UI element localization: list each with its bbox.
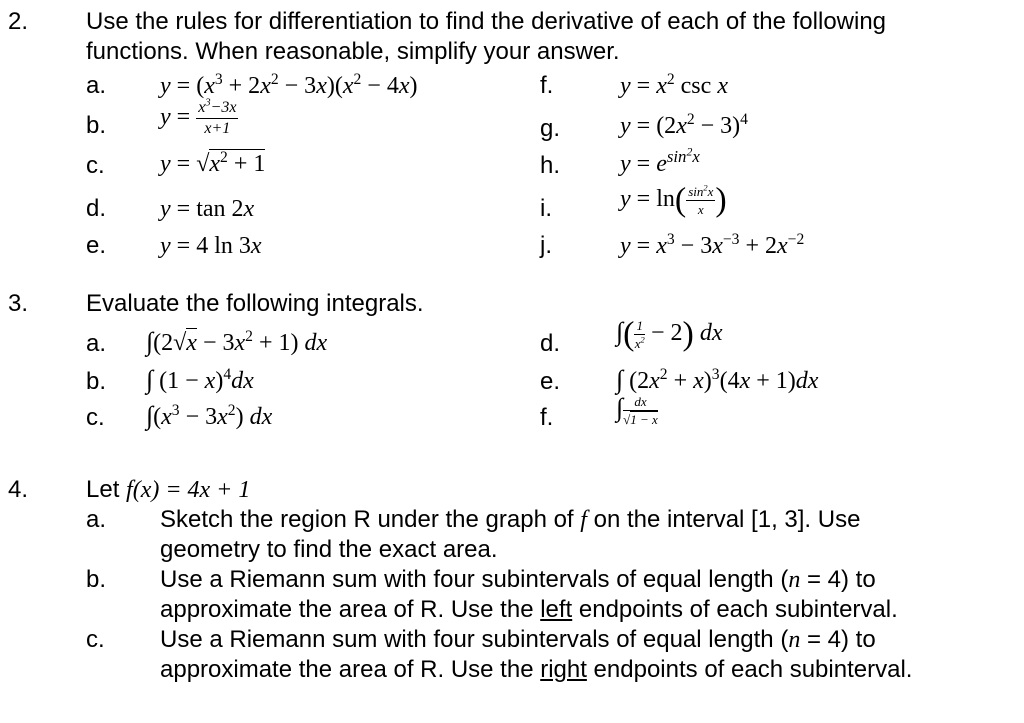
q3-label-e: e. bbox=[540, 368, 561, 395]
q4-label-b: b. bbox=[86, 566, 107, 593]
q3-label-a: a. bbox=[86, 330, 107, 357]
q4-label-a: a. bbox=[86, 506, 107, 533]
q3-item-c: $\int(x^3 - 3x^2)$ dx bbox=[146, 401, 273, 430]
q3-label-c: c. bbox=[86, 404, 105, 431]
q4-function: f(x) = 4x + 1 bbox=[126, 477, 251, 503]
q2-label-a: a. bbox=[86, 72, 107, 99]
q4-label-c: c. bbox=[86, 626, 105, 653]
q3-item-d: ∫( $\frac{1}{x^2}$ − 2) dx bbox=[616, 315, 723, 353]
q2-label-e: e. bbox=[86, 232, 107, 259]
q3-item-e: ∫ $(2x^2 + x)^3(4x + 1)dx$ bbox=[616, 365, 819, 394]
q2-item-d: y = tan 2x bbox=[160, 196, 255, 222]
q3-label-d: d. bbox=[540, 330, 561, 357]
q2-label-d: d. bbox=[86, 195, 107, 222]
q2-label-i: i. bbox=[540, 195, 552, 222]
q3-label-f: f. bbox=[540, 404, 554, 431]
q2-item-b: y = $\frac{x^3-3x}{x+1}$ bbox=[160, 97, 237, 137]
q4-a-line2: geometry to find the exact area. bbox=[160, 536, 498, 563]
q4-number: 4. bbox=[8, 476, 29, 503]
q2-item-g: $y = (2x^2 - 3)^4$ bbox=[620, 111, 748, 139]
q2-item-c: $y = √x^2 + 1$ bbox=[160, 149, 266, 177]
q4-prompt: Let f(x) = 4x + 1 bbox=[86, 476, 251, 503]
q3-number: 3. bbox=[8, 290, 29, 317]
q3-label-b: b. bbox=[86, 368, 107, 395]
q4-a-line1: Sketch the region R under the graph of f on the interval [1, 3]. Use bbox=[160, 506, 861, 533]
q3-item-a: $\int(2√x - 3x^2 + 1)$ dx bbox=[146, 327, 328, 356]
q2-item-a: $y = (x^3 + 2x^2 - 3x)(x^2 - 4x)$ bbox=[160, 71, 418, 99]
q2-number: 2. bbox=[8, 8, 29, 35]
q4-c-line2: approximate the area of R. Use the right endpoints of each subinterval. bbox=[160, 656, 913, 683]
q4-b-line2: approximate the area of R. Use the left endpoints of each subinterval. bbox=[160, 596, 898, 623]
q2-item-i: y = ln( $\frac{\sin^2x}{x}$ ) bbox=[620, 181, 727, 219]
q2-item-h: $y = e^{sin^2x}$ bbox=[620, 145, 700, 177]
q3-prompt: Evaluate the following integrals. bbox=[86, 290, 424, 317]
q2-prompt-line2: functions. When reasonable, simplify your answer. bbox=[86, 38, 620, 65]
q3-item-b: ∫ $(1 - x)^4dx$ bbox=[146, 365, 254, 394]
q2-label-g: g. bbox=[540, 115, 561, 142]
q2-prompt-line1: Use the rules for differentiation to find the derivative of each of the following bbox=[86, 8, 887, 35]
q2-label-c: c. bbox=[86, 152, 105, 179]
q2-label-h: h. bbox=[540, 152, 561, 179]
q4-b-line1: Use a Riemann sum with four subintervals of equal length (n = 4) to bbox=[160, 566, 876, 593]
q4-c-line1: Use a Riemann sum with four subintervals of equal length (n = 4) to bbox=[160, 626, 876, 653]
q2-label-j: j. bbox=[540, 232, 552, 259]
q3-item-f: ∫ $\frac{dx}{√1 - x}$ bbox=[616, 393, 658, 427]
q2-item-f: $y = x^2$ csc x bbox=[620, 71, 728, 99]
q2-item-j: $y = x^3 - 3x^{-3} + 2x^{-2}$ bbox=[620, 231, 805, 259]
q2-label-b: b. bbox=[86, 112, 107, 139]
q2-item-e: y = 4 ln 3x bbox=[160, 233, 262, 259]
q2-label-f: f. bbox=[540, 72, 554, 99]
